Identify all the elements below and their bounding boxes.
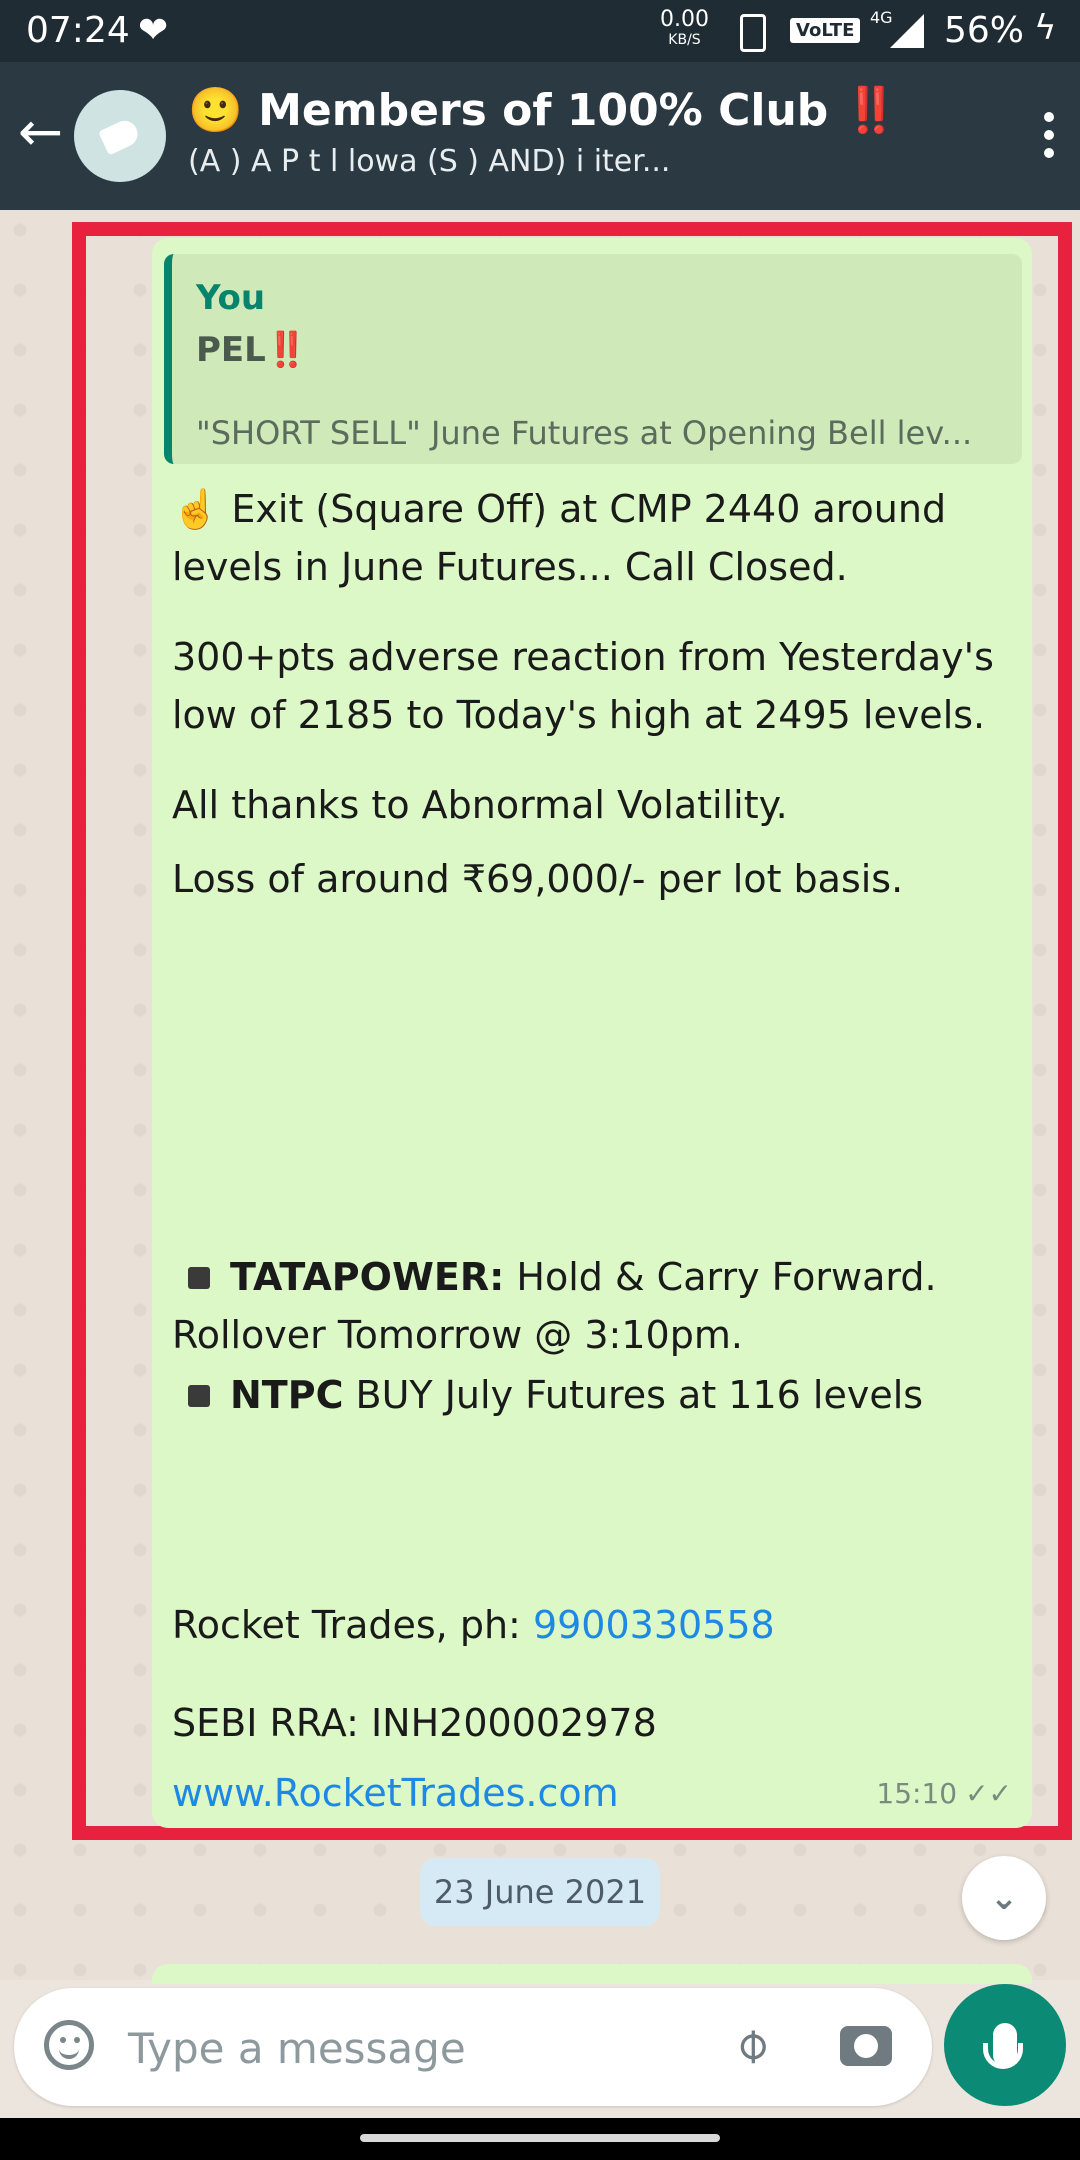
mic-button[interactable] — [944, 1984, 1066, 2106]
camera-icon[interactable] — [840, 2026, 892, 2066]
message-bubble[interactable] — [152, 238, 1032, 1828]
group-avatar[interactable] — [74, 90, 166, 182]
quoted-message[interactable] — [164, 254, 1022, 464]
next-message-bubble[interactable] — [152, 1964, 1032, 1984]
message-item-tatapower — [172, 1248, 1012, 1364]
quoted-symbol-suffix: ‼️ — [265, 330, 309, 370]
scroll-down-icon[interactable]: ⌄ — [962, 1856, 1046, 1940]
chat-title-area[interactable] — [188, 84, 988, 179]
battery-level: 56% — [944, 10, 1025, 51]
home-gesture-bar[interactable] — [360, 2134, 720, 2142]
status-bar — [0, 0, 1080, 62]
network-speed — [660, 7, 709, 50]
chat-members: (A ) A P t l lowa (S ) AND) i iter... — [188, 144, 671, 179]
item-tatapower-text: Hold & Carry Forward. Rollover Tomorrow @ 3:10pm. — [172, 1255, 937, 1357]
bullet-square-icon — [188, 1267, 210, 1289]
message-contact — [172, 1596, 1012, 1654]
quoted-author: You — [196, 278, 266, 318]
message-line-loss: Loss of around ₹69,000/- per lot basis. — [172, 857, 904, 901]
message-line-exit: ☝️ Exit (Square Off) at CMP 2440 around levels in June Futures... Call Closed. — [172, 487, 947, 589]
quoted-symbol-text: PEL — [196, 330, 266, 370]
network-speed-value: 0.00 — [660, 7, 709, 32]
title-suffix: ‼️ — [843, 85, 899, 136]
message-time-text: 15:10 — [876, 1777, 958, 1810]
title-emoji: 🙂 — [188, 85, 243, 136]
bullet-square-icon — [188, 1385, 210, 1407]
signal-icon — [890, 14, 924, 48]
back-arrow-icon[interactable]: ← — [18, 100, 64, 163]
website-link[interactable]: www.RocketTrades.com — [172, 1771, 619, 1815]
emoji-icon[interactable] — [44, 2020, 94, 2070]
status-time: 07:24 — [26, 10, 130, 51]
message-sebi: SEBI RRA: INH200002978 — [172, 1701, 657, 1745]
item-ntpc-name: NTPC — [230, 1373, 344, 1417]
item-ntpc-text: BUY July Futures at 116 levels — [343, 1373, 924, 1417]
message-input[interactable]: Type a message — [128, 2024, 466, 2073]
volte-badge: VoLTE — [790, 18, 860, 43]
title-text: Members of 100% Club — [258, 85, 829, 136]
heart-icon: ❤ — [138, 10, 169, 51]
chat-area[interactable] — [0, 210, 1080, 1980]
quoted-symbol — [196, 330, 308, 370]
message-time — [876, 1777, 1012, 1810]
attach-icon[interactable]: ⌀ — [720, 2013, 781, 2075]
network-type: 4G — [870, 8, 893, 27]
megaphone-icon — [98, 117, 142, 156]
message-item-ntpc — [172, 1366, 1012, 1424]
message-website — [172, 1764, 772, 1822]
chat-header — [0, 62, 1080, 210]
phone-link[interactable]: 9900330558 — [532, 1603, 775, 1647]
more-options-icon[interactable] — [1044, 112, 1054, 166]
system-nav-bar — [0, 2118, 1080, 2160]
date-separator: 23 June 2021 — [420, 1858, 660, 1926]
message-line-reaction: 300+pts adverse reaction from Yesterday's low of 2185 to Today's high at 2495 levels. — [172, 635, 994, 737]
item-tatapower-name: TATAPOWER: — [230, 1255, 505, 1299]
network-speed-unit: KB/S — [668, 32, 701, 48]
read-ticks-icon: ✓✓ — [965, 1777, 1012, 1810]
mic-icon — [993, 2023, 1017, 2067]
contact-label: Rocket Trades, ph: — [172, 1603, 533, 1647]
charging-icon: ϟ — [1034, 8, 1057, 48]
chat-title — [188, 84, 988, 136]
quoted-snippet: "SHORT SELL" June Futures at Opening Bell lev... — [196, 414, 973, 452]
message-composer[interactable] — [14, 1988, 932, 2106]
phone-icon — [740, 14, 766, 52]
message-line-volatility: All thanks to Abnormal Volatility. — [172, 783, 788, 827]
